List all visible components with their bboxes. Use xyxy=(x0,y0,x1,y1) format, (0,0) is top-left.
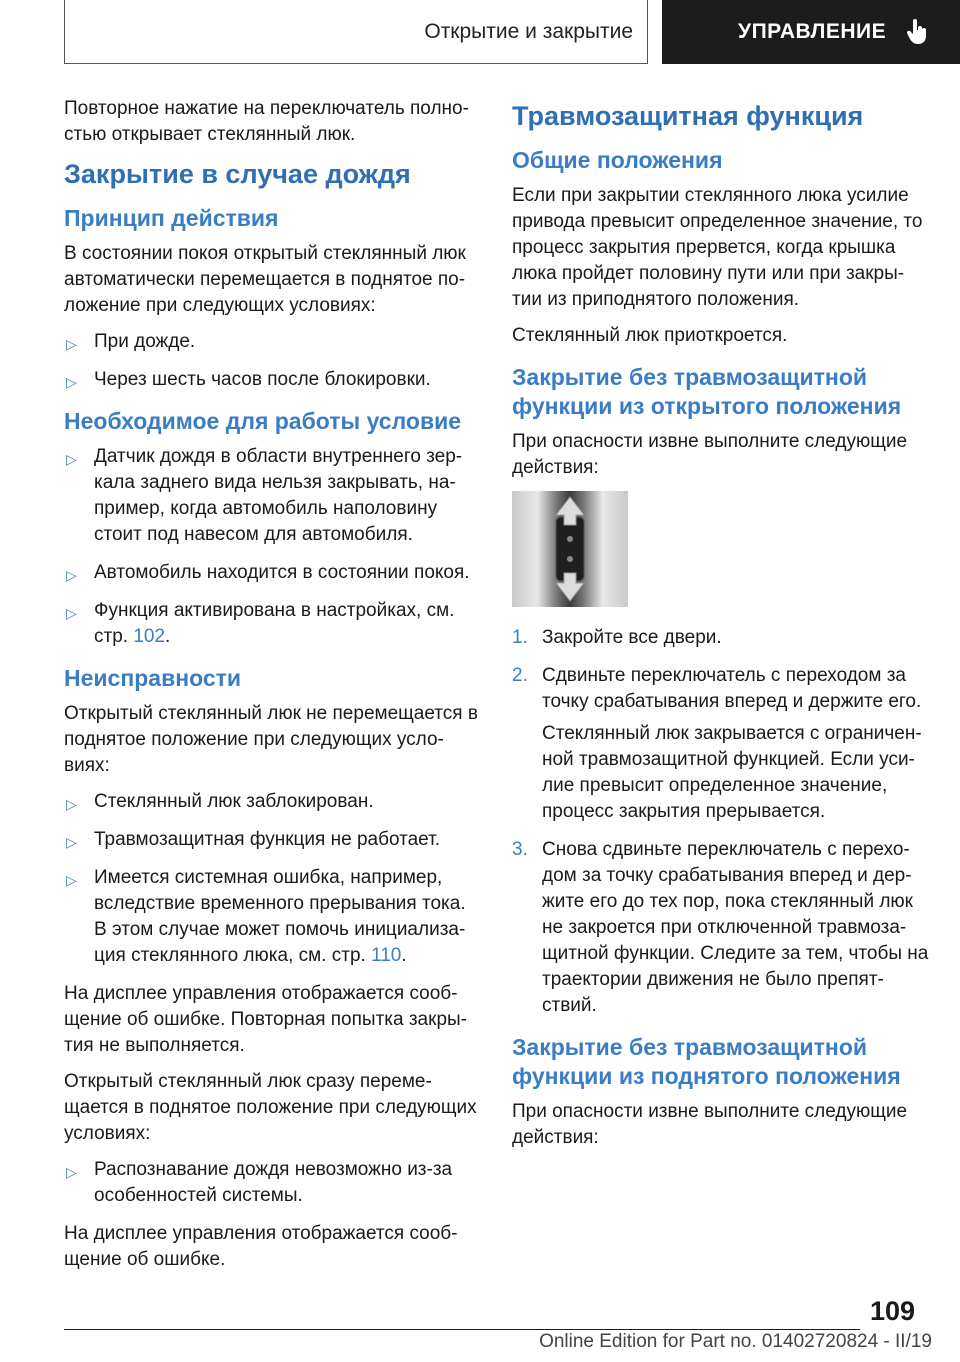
heading-principle: Принцип действия xyxy=(64,205,279,231)
step-item: 1. Закройте все двери. xyxy=(512,627,722,648)
left-column xyxy=(64,96,482,1283)
close-from-raised-text: При опасности извне выполните следующие действия: xyxy=(512,1101,908,1148)
section-header-tab xyxy=(64,0,648,64)
list-item: ▷ Датчик дождя в области внутреннего зер-кала заднего вида нельзя закрывать, на-пример, когда автомобиль наполовину стоит под навесом для автомобиля. xyxy=(66,446,463,545)
principle-text: В состоянии покоя открытый стеклянный люк автоматически перемещается в поднятое по-ложение при следующих условиях: xyxy=(64,243,466,316)
triangle-bullet-icon: ▷ xyxy=(66,374,77,390)
chapter-title: УПРАВЛЕНИЕ xyxy=(738,20,887,43)
list-item: ▷ Стеклянный люк заблокирован. xyxy=(64,789,482,815)
triangle-bullet-icon: ▷ xyxy=(66,451,77,467)
list-item: ▷ Функция активирована в настройках, см. стр. 102. xyxy=(66,600,455,647)
hand-pointer-icon xyxy=(906,19,928,45)
switch-arrows-illustration xyxy=(512,491,628,607)
requirement-list xyxy=(64,444,482,650)
triangle-bullet-icon: ▷ xyxy=(66,834,77,850)
list-item: ▷ Травмозащитная функция не работает. xyxy=(64,827,482,853)
heading-general: Общие положения xyxy=(512,147,723,173)
step-item: 3. Снова сдвиньте переключатель с перехо-дом за точку срабатывания вперед и дер-жите его до тех пор, пока стеклянный люк не закроется при отключенной травмоза-щитной функции. Следите за тем, чтобы на траектории движения не было препят-ствий. xyxy=(512,839,929,1016)
list-item: ▷ Распознавание дождя невозможно из-за особенностей системы. xyxy=(66,1159,453,1206)
heading-anti-pinch: Травмозащитная функция xyxy=(512,101,864,131)
page-link-110[interactable]: 110 xyxy=(371,945,402,966)
malfunctions-list-2 xyxy=(64,1157,482,1209)
heading-close-from-open: Закрытие без травмозащитной функции из открытого положения xyxy=(512,364,902,419)
heading-close-from-raised: Закрытие без травмозащитной функции из поднятого положения xyxy=(512,1034,901,1089)
triangle-bullet-icon: ▷ xyxy=(66,796,77,812)
triangle-bullet-icon: ▷ xyxy=(66,567,77,583)
footer-divider xyxy=(64,1329,860,1330)
right-column xyxy=(512,96,932,1161)
malfunctions-paragraph-2: На дисплее управления отображается сооб-щение об ошибке. Повторная попытка закры-тия не выполняется. xyxy=(64,983,467,1056)
general-text-2: Стеклянный люк приоткроется. xyxy=(512,325,788,346)
general-text: Если при закрытии стеклянного люка усилие привода превысит определенное значение, то процесс закрытия прервется, когда крышка люка пройдет половину пути или при закры-тии из приподнятого положения. xyxy=(512,185,923,310)
triangle-bullet-icon: ▷ xyxy=(66,1164,77,1180)
intro-paragraph: Повторное нажатие на переключатель полно-стью открывает стеклянный люк. xyxy=(64,98,469,145)
heading-rain-closing: Закрытие в случае дождя xyxy=(64,159,411,189)
page-number: 109 xyxy=(870,1296,916,1326)
list-item: ▷ Через шесть часов после блокировки. xyxy=(64,367,482,393)
edition-text: Online Edition for Part no. 01402720824 - II/19 xyxy=(539,1331,932,1352)
malfunctions-paragraph-3: Открытый стеклянный люк сразу переме-щается в поднятое положение при следующих условиях: xyxy=(64,1071,477,1144)
malfunctions-text: Открытый стеклянный люк не перемещается в поднятое положение при следующих усло-виях: xyxy=(64,703,478,776)
principle-list xyxy=(64,329,482,393)
list-item: ▷ Имеется системная ошибка, например, вследствие временного прерывания тока. В этом случае может помочь инициализа-ция стеклянного люка, см. стр. 110. xyxy=(66,867,466,966)
steps-list xyxy=(512,625,932,1019)
triangle-bullet-icon: ▷ xyxy=(66,605,77,621)
triangle-bullet-icon: ▷ xyxy=(66,336,77,352)
section-title: Открытие и закрытие xyxy=(424,19,633,43)
malfunctions-list xyxy=(64,789,482,969)
chapter-header xyxy=(662,0,960,64)
close-from-open-text: При опасности извне выполните следующие действия: xyxy=(512,431,908,478)
step-item: 2. Сдвиньте переключатель с переходом за точку срабатывания вперед и держите его. Стеклянный люк закрывается с ограничен-ной травмозащитной функцией. Если уси-лие превысит определенное значение, процесс закрытия прерывается. xyxy=(512,665,922,822)
heading-malfunctions: Неисправности xyxy=(64,665,242,691)
list-item: ▷ Автомобиль находится в состоянии покоя. xyxy=(64,560,482,586)
roof-switch-photo xyxy=(512,491,628,607)
heading-requirement: Необходимое для работы условие xyxy=(64,408,462,434)
page-link-102[interactable]: 102 xyxy=(133,626,166,647)
list-item: ▷ При дожде. xyxy=(64,329,482,355)
malfunctions-paragraph-4: На дисплее управления отображается сооб-щение об ошибке. xyxy=(64,1223,458,1270)
triangle-bullet-icon: ▷ xyxy=(66,872,77,888)
